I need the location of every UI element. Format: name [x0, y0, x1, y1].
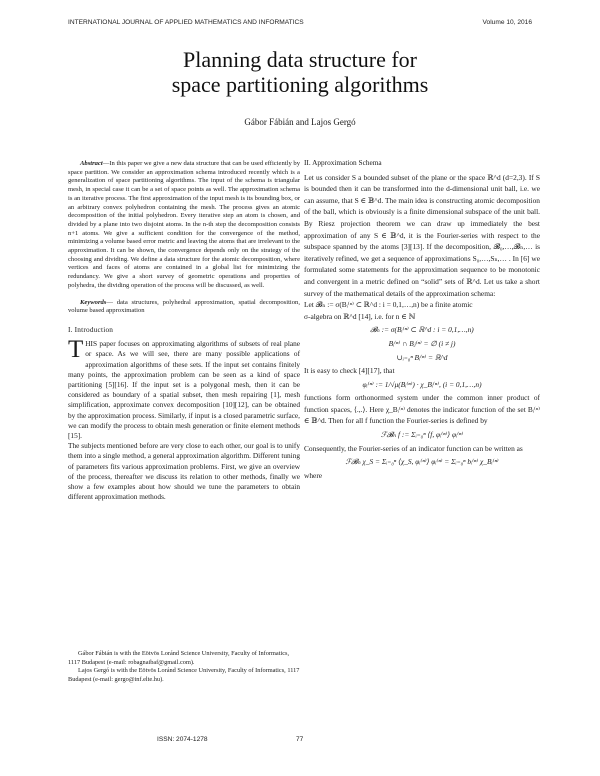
- equation-6: ℱ𝓑ₙ χ_S = Σᵢ₌₀ⁿ ⟨χ_S, φᵢ⁽ⁿ⁾⟩ φᵢ⁽ⁿ⁾ = Σᵢ₌₀ⁿ bᵢ⁽ⁿ⁾ χ_Bᵢ⁽ⁿ⁾: [345, 457, 499, 467]
- equation-4: φᵢ⁽ⁿ⁾ := 1/√μ(Bᵢ⁽ⁿ⁾) · χ_Bᵢ⁽ⁿ⁾, (i = 0,1,…,n): [362, 379, 482, 389]
- abstract-text: —In this paper we give a new data structure that can be used efficiently by space partition. We consider an approximation schema introduced recently which is a generalization of space partitioning algorithms. The input of the schema is triangular mesh, in special case it can be a set of space points as well. The approximation schema is an iterative process. The first approximation of the input mesh is its bounding box, or an arbitrary convex polyhedron containing the mesh. The process gives an atomic decomposition of the initial polyhedron. Every iterative step an atom is chosen, and divided by a plane into two disjoint atoms. In the n-th step the decomposition consists n+1 atoms. We give a sufficient condition for the convergence of the method, minimizing a volume based error metric and leaving the atoms that are irrelevant to the approximation. It can be shown, the convergence depends only on the strategy of the choosing and dividing. We define a data structure for the atomic decomposition, where vertices and faces of atoms are contained in a global list for minimizing the redundancy. We give a short survey of geometric operations and properties of polyhedra, the dividing operation of the process will be discussed, as well.: [68, 160, 300, 289]
- abstract-label: Abstract: [80, 160, 103, 167]
- intro-paragraph-1: [68, 336, 300, 441]
- equation-5: ℱ𝓑ₙ f := Σᵢ₌₀ⁿ ⟨f, φᵢ⁽ⁿ⁾⟩ φᵢ⁽ⁿ⁾: [380, 430, 464, 440]
- section-2-paragraph-6: where: [304, 470, 323, 480]
- section-2-paragraph-4: functions form orthonormed system under the common inner product of function spaces, ⟨.,.⟩. Here χ_Bᵢ⁽ⁿ⁾ denotes the indicator function of the set Bᵢ⁽ⁿ⁾ ∈ 𝔹^d. Then for all f function the Fourier-series is defined by: [304, 393, 540, 426]
- title-line-1: Planning data structure for: [183, 47, 417, 72]
- section-2-heading: II. Approximation Schema: [304, 158, 382, 167]
- drop-cap: T: [68, 336, 84, 364]
- section-2-paragraph-5: Consequently, the Fourier-series of an indicator function can be written as: [304, 443, 523, 453]
- paper-title: [0, 47, 600, 97]
- title-line-2: space partitioning algorithms: [171, 72, 429, 97]
- intro-heading: I. Introduction: [68, 324, 114, 334]
- footnote-2: Lajos Gergó is with the Eötvös Loránd Science University, Faculty of Informatics, 1117 Budapest (e-mail: gergo@inf.elte.hu).: [68, 667, 300, 683]
- page-number: 77: [296, 736, 304, 743]
- keywords: [68, 299, 300, 316]
- authors: Gábor Fábián and Lajos Gergó: [244, 117, 356, 127]
- equation-2: Bᵢ⁽ⁿ⁾ ∩ Bⱼ⁽ⁿ⁾ = ∅ (i ≠ j): [388, 338, 456, 348]
- volume-label: Volume 10, 2016: [482, 19, 532, 26]
- intro-paragraph-2: The subjects mentioned before are very close to each other, our goal is to unify them into a single method, a general approximation algorithm. Different tuning of parameters fits various approximation problems. First, we give an overview of the process, thereafter we discuss its relation to other methods, finally we show a few examples about how should we tune the parameters to obtain different approximation methods.: [68, 441, 300, 502]
- journal-name: INTERNATIONAL JOURNAL OF APPLIED MATHEMATICS AND INFORMATICS: [68, 19, 304, 26]
- running-header: [68, 19, 532, 26]
- abstract: [68, 160, 300, 291]
- section-2-paragraph-2a: Let 𝓑ₙ := σ(Bᵢ⁽ⁿ⁾ ⊂ ℝ^d : i = 0,1,…,n) be a finite atomic: [304, 300, 473, 310]
- equation-1: 𝓑ₙ := σ(Bᵢ⁽ⁿ⁾ ⊂ ℝ^d : i = 0,1,…,n): [370, 325, 474, 335]
- equation-3: ∪ᵢ₌₀ⁿ Bᵢ⁽ⁿ⁾ = ℝ^d: [396, 352, 448, 362]
- right-column: [304, 157, 540, 481]
- section-2-paragraph-1: Let us consider S a bounded subset of the plane or the space ℝ^d (d=2,3). If S is bounded then it can be transformed into the d-dimensional unit ball, i.e. we can assume, that S ∈ 𝔹^d. The main idea is constructing atomic decomposition of the ball, which is obviously is a finite dimensional subspace of the unit ball. By Riesz projection theorem we can draw up immediately the best approximation of any S ∈ 𝔹^d, it is the Fourier-series with respect to the subspace spanned by the atoms [3][13]. If the decomposition, 𝓑₀,…,𝓑ₙ,… is iteratively refined, we get a sequence of approximations S₀,…,Sₙ,… . In [6] we formulated some statements for the approximation sequence to be monotonic and convergent in a metric defined on “solid” sets of ℝ^d. Let us take a short survey of the mathematical details of the approximation schema:: [304, 172, 540, 298]
- keywords-label: Keywords: [80, 298, 107, 306]
- section-2-paragraph-3: It is easy to check [4][17], that: [304, 366, 395, 376]
- section-2-paragraph-2b: σ-algebra on ℝ^d [14], i.e. for n ∈ ℕ: [304, 311, 416, 321]
- footnotes: [68, 650, 300, 684]
- left-column: [68, 160, 300, 502]
- keywords-text: — data structures, polyhedral approximation, spatial decomposition, volume based approximation: [68, 298, 300, 315]
- footnote-1: Gábor Fábián is with the Eötvös Loránd Science University, Faculty of Informatics, 1117 Budapest (e-mail: robagnaibaf@gmail.com).: [68, 650, 290, 666]
- intro-paragraph-1-text: HIS paper focuses on approximating algorithms of subsets of real plane or space. As we will see, there are many possible applications of approximation algorithms of these sets. If the input set contains finitely many points, the approximation problem can be seen as a kind of space partitioning [5][16]. If the input set is a polygonal mesh, then it can be considered as boundary of a spatial subset, then mesh repairing [1], mesh simplification, approximate convex decomposition [10][12], can be obtained by the approximation process. Similarly, if input is a closed parametric surface, we can modify the process to obtain mesh generation or finite element methods [15].: [68, 339, 300, 440]
- issn-label: ISSN: 2074-1278: [157, 736, 208, 743]
